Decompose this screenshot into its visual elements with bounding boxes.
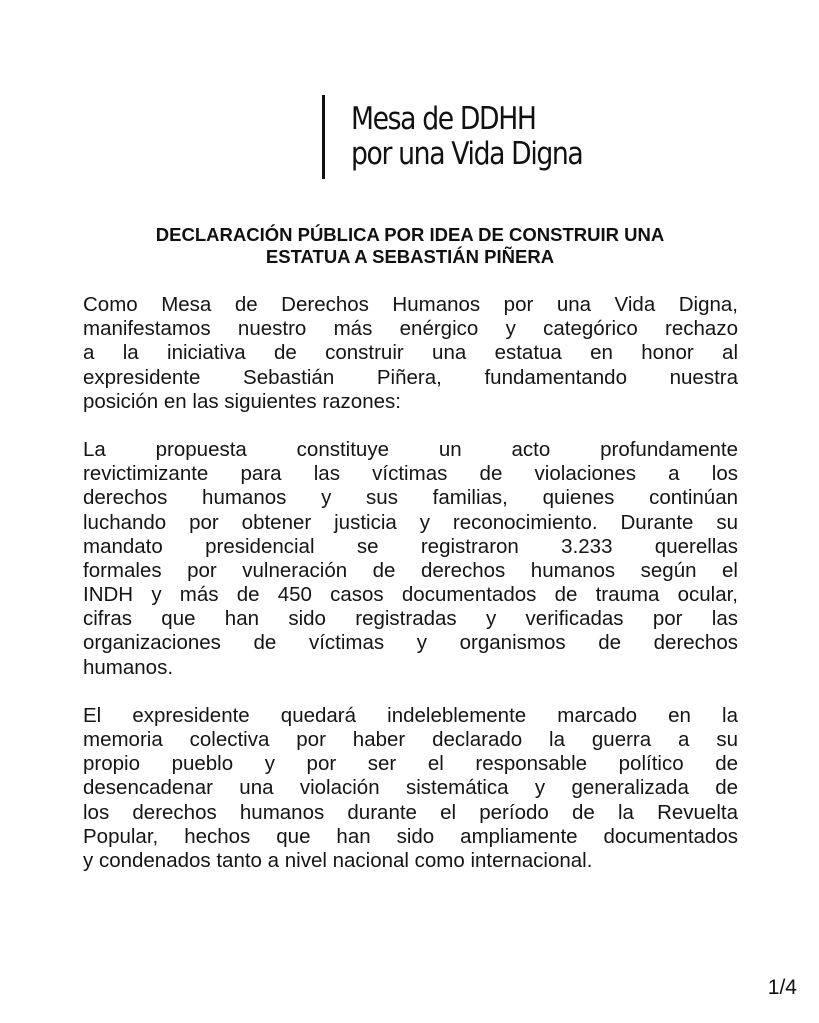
logo-divider-bar xyxy=(322,95,325,179)
paragraph-line: y condenados tanto a nivel nacional como internacional. xyxy=(83,848,593,872)
document-title xyxy=(60,224,760,268)
paragraph-line: expresidente Sebastián Piñera, fundamentando nuestra xyxy=(83,365,738,389)
paragraph-line: memoria colectiva por haber declarado la guerra a su xyxy=(83,728,738,751)
paragraph-line: propio pueblo y por ser el responsable político de xyxy=(83,752,738,776)
document-title-line-2: ESTATUA A SEBASTIÁN PIÑERA xyxy=(265,246,555,267)
paragraph-line: a la iniciativa de construir una estatua en honor al xyxy=(83,341,738,365)
paragraph-line: posición en las siguientes razones: xyxy=(83,389,401,413)
paragraph-line: luchando por obtener justicia y reconocimiento. Durante su xyxy=(83,510,738,534)
paragraph-line: desencadenar una violación sistemática y generalizada de xyxy=(83,776,738,800)
logo-line-1: Mesa de DDHH xyxy=(351,101,536,137)
paragraph-line: los derechos humanos durante el período de la Revuelta xyxy=(83,800,738,824)
paragraph-line: Como Mesa de Derechos Humanos por una Vida Digna, xyxy=(83,293,738,316)
logo-line-2: por una Vida Digna xyxy=(351,136,583,172)
paragraph-line: cifras que han sido registradas y verificadas por las xyxy=(83,607,738,631)
paragraph-line: manifestamos nuestro más enérgico y categórico rechazo xyxy=(83,317,738,341)
paragraph-2 xyxy=(83,438,738,680)
paragraph-1 xyxy=(83,293,738,414)
page-indicator: 1/4 xyxy=(767,976,797,999)
paragraph-line: formales por vulneración de derechos humanos según el xyxy=(83,558,738,582)
paragraph-line: derechos humanos y sus familias, quienes continúan xyxy=(83,486,738,510)
organization-logo xyxy=(322,95,620,179)
paragraph-line: humanos. xyxy=(83,655,174,679)
paragraph-line: El expresidente quedará indeleblemente marcado en la xyxy=(83,703,738,727)
logo-text xyxy=(351,95,582,179)
paragraph-line: Popular, hechos que han sido ampliamente documentados xyxy=(83,824,738,848)
document-title-line-1: DECLARACIÓN PÚBLICA POR IDEA DE CONSTRUIR UNA xyxy=(155,224,665,245)
paragraph-line: La propuesta constituye un acto profundamente xyxy=(83,437,738,461)
paragraph-line: INDH y más de 450 casos documentados de trauma ocular, xyxy=(83,583,738,607)
paragraph-3 xyxy=(83,704,738,873)
paragraph-line: organizaciones de víctimas y organismos de derechos xyxy=(83,631,738,655)
paragraph-line: mandato presidencial se registraron 3.233 querellas xyxy=(83,534,738,558)
paragraph-line: revictimizante para las víctimas de violaciones a los xyxy=(83,462,738,486)
document-body xyxy=(83,293,738,897)
